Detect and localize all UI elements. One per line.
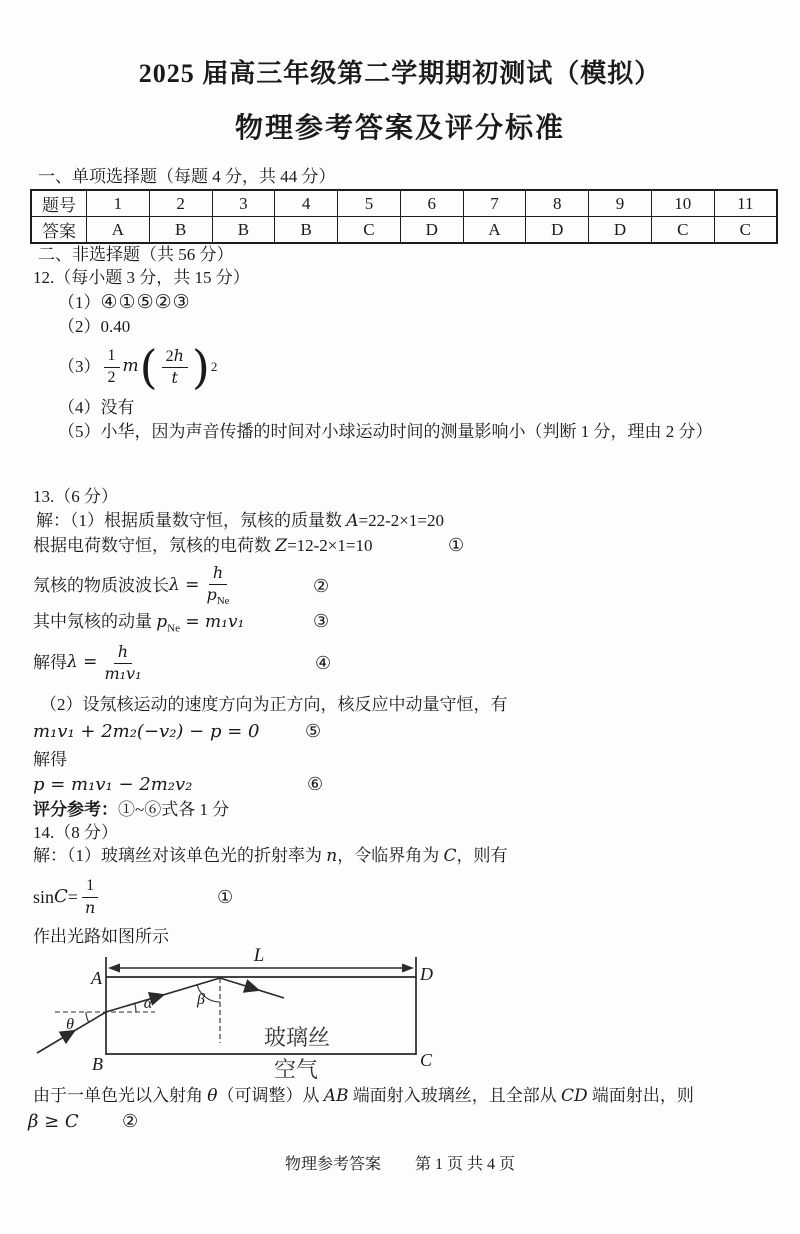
step-tag-1b: ① [217, 887, 234, 907]
q-answer: A [87, 217, 150, 244]
item-label: （1） [58, 293, 101, 312]
q-number: 7 [463, 190, 526, 217]
section2-heading: 二、非选择题（共 56 分） [38, 245, 234, 264]
step-tag-4: ④ [315, 653, 332, 673]
step-tag-1: ① [448, 535, 465, 555]
label-theta: θ [66, 1016, 74, 1033]
item-value: 没有 [100, 398, 135, 417]
footer-page-number: 第 1 页 共 4 页 [415, 1156, 516, 1173]
q-number: 3 [212, 190, 275, 217]
q-number: 6 [400, 190, 463, 217]
label-beta: β [197, 991, 205, 1008]
fraction-h-over-pNe: $\frac{h}{p_{Ne}}$ [206, 563, 230, 607]
q14-line1: 解：（1）玻璃丝对该单色光的折射率为 n，令临界角为 C，则有 [33, 846, 508, 866]
q14-line4: 由于一单色光以入射角 θ（可调整）从 AB 端面射入玻璃丝，且全部从 CD 端面射出，则 [33, 1086, 694, 1106]
q13-line1: 解：（1）根据质量数守恒，氖核的质量数 A=22-2×1=20 [36, 511, 444, 531]
step-tag-5: ⑤ [305, 721, 322, 741]
label-alpha: α [143, 995, 153, 1012]
q13-scoring-note: 评分参考：①~⑥式各 1 分 [33, 800, 230, 819]
mass-symbol: m [122, 356, 139, 377]
label-A: A [91, 968, 102, 988]
q13-line7: m₁v₁ + 2m₂(−v₂) − p = 0 [33, 721, 260, 742]
label-glass-fiber: 玻璃丝 [263, 1025, 331, 1050]
arrow-left-icon [108, 964, 120, 973]
q-answer: A [463, 217, 526, 244]
q12-heading: 12.（每小题 3 分，共 15 分） [33, 268, 250, 287]
q12-item4 [58, 397, 135, 418]
page-footer [285, 1155, 515, 1175]
q-answer: D [526, 217, 589, 244]
page-title: 2025 届高三年级第二学期期初测试（模拟） [138, 59, 662, 88]
table-row-answers [31, 217, 777, 244]
step-tag-2: ② [313, 576, 330, 596]
item-value: ④①⑤②③ [100, 292, 191, 313]
q-number: 1 [87, 190, 150, 217]
q12-item1 [58, 291, 191, 315]
label-D: D [420, 964, 433, 984]
q-number: 10 [651, 190, 714, 217]
q-answer: C [338, 217, 401, 244]
item-label: （3） [58, 357, 101, 377]
alpha-angle-arc [135, 1003, 136, 1012]
q12-item2 [58, 316, 130, 337]
exponent: 2 [210, 358, 218, 374]
item-value: 0.40 [100, 317, 131, 336]
item-label: （5） [58, 422, 101, 441]
section1-heading: 一、单项选择题（每题 4 分，共 44 分） [38, 167, 336, 186]
q14-line3: 作出光路如图所示 [33, 927, 169, 946]
ray-diagram [22, 946, 462, 1086]
q-answer: D [589, 217, 652, 244]
theta-angle-arc [86, 1012, 89, 1022]
row-label-answer: 答案 [31, 217, 87, 244]
step-tag-2b: ② [122, 1111, 139, 1131]
q-answer: C [651, 217, 714, 244]
label-C: C [420, 1050, 433, 1070]
item-label: （2） [58, 317, 101, 336]
q-answer: B [275, 217, 338, 244]
q13-line9: p = m₁v₁ − 2m₂v₂ [33, 774, 193, 795]
page-subtitle: 物理参考答案及评分标准 [234, 112, 566, 143]
label-L: L [253, 946, 265, 966]
q-answer: B [149, 217, 212, 244]
label-B: B [92, 1054, 103, 1074]
arrow-right-icon [402, 964, 414, 973]
q-number: 2 [149, 190, 212, 217]
item-label: （4） [58, 398, 101, 417]
q13-line5: 解得 λ = $\frac{h}{\text{m₁v₁}}$ [33, 639, 148, 687]
footer-doc-name: 物理参考答案 [284, 1156, 381, 1173]
table-row-numbers [31, 190, 777, 217]
q14-line2: sin C = $\frac{1}{n}$ [33, 873, 102, 921]
fraction-1-over-n: $\frac{1}{n}$ [81, 877, 99, 917]
row-label-number: 题号 [31, 190, 87, 217]
q13-line6: （2）设氖核运动的速度方向为正方向，核反应中动量守恒，有 [40, 695, 508, 714]
step-tag-6: ⑥ [307, 774, 324, 794]
fraction-one-half: $\frac{1}{2}$ [104, 347, 120, 387]
q-number: 9 [589, 190, 652, 217]
q12-item5 [58, 421, 713, 442]
item-value: 小华，因为声音传播的时间对小球运动时间的测量影响小（判断 1 分，理由 2 分） [100, 422, 713, 441]
q-answer: C [714, 217, 777, 244]
q13-line8: 解得 [33, 750, 67, 769]
q13-heading: 13.（6 分） [33, 487, 118, 506]
q-number: 11 [714, 190, 777, 217]
q13-line2: 根据电荷数守恒，氖核的电荷数 Z=12-2×1=10 [33, 536, 373, 556]
q-answer: B [212, 217, 275, 244]
step-tag-3: ③ [313, 611, 330, 631]
q14-heading: 14.（8 分） [33, 823, 118, 842]
q13-line3: 氖核的物质波波长 λ = $\frac{h}{p_{Ne}}$ [33, 562, 237, 610]
q12-item3-formula: （3） $\frac{1}{2}$ m ( $\frac{2h}{t}$ ) 2 [58, 340, 218, 394]
fraction-2h-over-t: $\frac{2h}{t}$ [162, 347, 188, 388]
q-answer: D [400, 217, 463, 244]
q-number: 5 [338, 190, 401, 217]
q14-line5: β ≥ C [28, 1111, 79, 1132]
fraction-h-over-m1v1: $\frac{h}{\text{m₁v₁}}$ [104, 642, 142, 683]
answer-table [30, 189, 778, 244]
label-air: 空气 [273, 1057, 319, 1082]
q13-line4: 其中氖核的动量 $p_{Ne} = m_1v_1$ [33, 612, 245, 635]
q-number: 4 [275, 190, 338, 217]
q-number: 8 [526, 190, 589, 217]
